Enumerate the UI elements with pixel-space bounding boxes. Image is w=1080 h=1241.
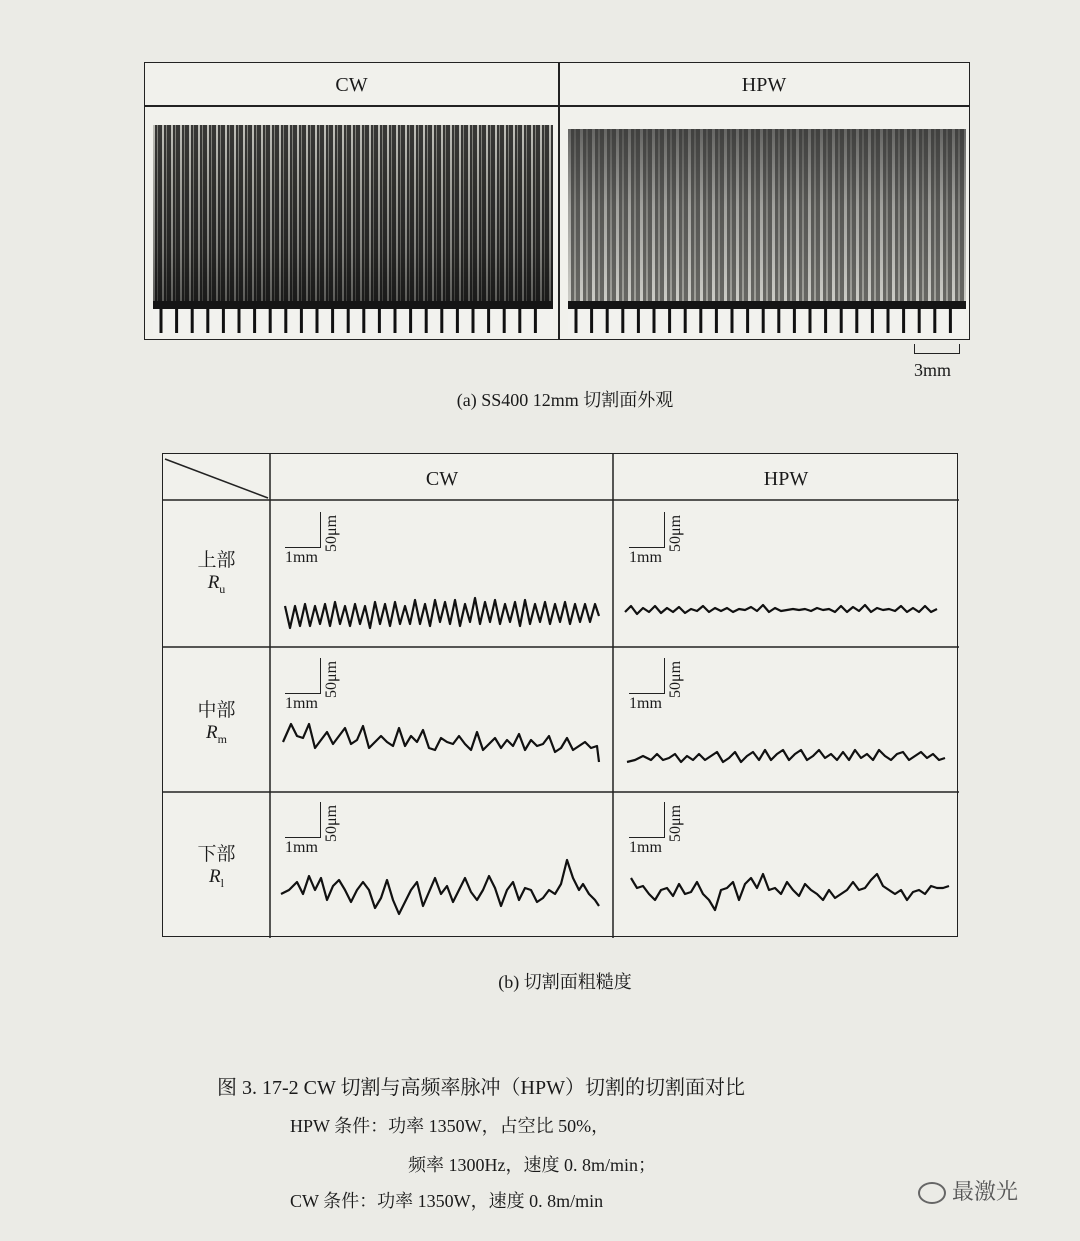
photo-col-hpw-header: HPW	[741, 74, 787, 96]
profile-hpw-lower	[631, 874, 949, 910]
figure-title: 图 3. 17-2 CW 切割与高频率脉冲（HPW）切割的切割面对比	[217, 1077, 745, 1099]
panel-a-photos	[144, 62, 970, 340]
table-col-cw-header: CW	[425, 468, 459, 490]
scale-bar-label: 3mm	[914, 360, 952, 380]
caption-a: (a) SS400 12mm 切割面外观	[456, 390, 674, 410]
table-col-hpw-header: HPW	[763, 468, 809, 490]
caption-b: (b) 切割面粗糙度	[498, 972, 632, 992]
hpw-cut-surface-photo	[568, 121, 966, 335]
row-symbol-sub: u	[219, 581, 226, 596]
profile-cw-upper	[285, 598, 599, 628]
row-symbol: R	[209, 866, 221, 887]
profile-hpw-upper	[625, 605, 937, 614]
header-divider	[145, 105, 969, 107]
panel-b-roughness-table: CW HPW 上部 $R_u$ 中部 $R_m$ 下部 $R_l$ 1mm 50μm 1mm 50μm 1mm 50μm 1mm 50μm 1mm 50μm 1mm 50μm	[162, 453, 958, 937]
roughness-profiles	[163, 454, 959, 938]
profile-cw-middle	[283, 724, 599, 762]
row-symbol-sub: m	[217, 731, 227, 746]
cw-conditions: CW 条件：功率 1350W，速度 0. 8m/min	[290, 1191, 604, 1211]
cw-cut-surface-photo	[153, 121, 553, 335]
wechat-icon	[918, 1182, 946, 1204]
watermark	[918, 1175, 1018, 1206]
watermark-text: 最激光	[952, 1180, 1019, 1205]
row-label-text: 下部	[197, 844, 236, 865]
row-symbol: R	[206, 722, 218, 743]
profile-cw-lower	[281, 860, 599, 914]
row-label-text: 中部	[197, 700, 236, 721]
row-symbol: R	[207, 572, 220, 593]
profile-hpw-middle	[627, 750, 945, 762]
photo-col-cw-header: CW	[335, 74, 368, 96]
hpw-conditions-line-1: HPW 条件：功率 1350W，占空比 50%，	[290, 1116, 610, 1136]
scale-bar-3mm	[914, 344, 960, 354]
hpw-conditions-line-2: 频率 1300Hz，速度 0. 8m/min；	[408, 1155, 656, 1175]
row-symbol-sub: l	[220, 875, 224, 890]
row-label-text: 上部	[197, 550, 236, 571]
